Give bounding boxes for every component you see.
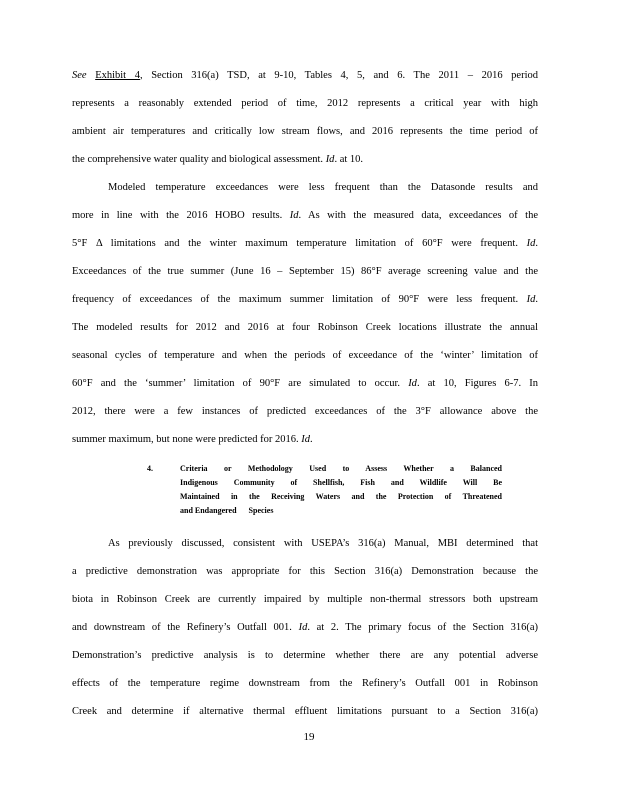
id-citation: Id — [526, 238, 536, 249]
body-text: . at 10, Figures 6-7. In — [416, 378, 539, 389]
body-line: a predictive demonstration was appropriate for this Section 316(a) Demonstration because the — [72, 566, 538, 577]
heading-text: and Endangered — [180, 506, 237, 515]
heading-text: Species — [248, 506, 274, 515]
body-line — [72, 370, 538, 398]
document-page — [72, 62, 538, 726]
id-citation: Id — [289, 210, 299, 221]
body-text: . at 2. The primary focus of the Section 316(a) — [307, 622, 538, 633]
body-line: Exceedances of the true summer (June 16 – September 15) 86°F average screening value and the — [72, 266, 538, 277]
body-text: . — [535, 238, 539, 249]
body-line: biota in Robinson Creek are currently impaired by multiple non-thermal stressors both upstream — [72, 594, 538, 605]
page-number: 19 — [303, 731, 315, 743]
body-text: . — [535, 294, 538, 305]
body-text: . — [309, 434, 313, 445]
body-text: and downstream of the Refinery’s Outfall 001. — [72, 622, 292, 633]
body-line: effects of the temperature regime downstream from the Refinery’s Outfall 001 in Robinson — [72, 678, 538, 689]
body-text: . As with the measured data, exceedances of the — [298, 210, 538, 221]
body-text: more in line with the 2016 HOBO results. — [72, 210, 283, 221]
body-line: Creek and determine if alternative thermal effluent limitations pursuant to a Section 316(a) — [72, 706, 538, 717]
heading-line: Maintained in the Receiving Waters and the Protection of Threatened — [180, 492, 502, 501]
citation-signal: See — [72, 70, 87, 81]
body-line: Modeled temperature exceedances were less frequent than the Datasonde results and — [108, 182, 538, 193]
id-citation: Id — [408, 378, 417, 389]
section-number: 4. — [147, 464, 153, 473]
heading-line: Criteria or Methodology Used to Assess Whether a Balanced — [180, 464, 502, 473]
body-line — [72, 62, 538, 90]
id-citation: Id — [298, 622, 308, 633]
heading-line: Indigenous Community of Shellfish, Fish and Wildlife Will Be — [180, 478, 502, 487]
body-line: Demonstration’s predictive analysis is to determine whether there are any potential adverse — [72, 650, 538, 661]
body-text: . at 10. — [334, 154, 364, 165]
id-citation: Id — [325, 154, 335, 165]
heading-line — [180, 504, 502, 518]
body-line — [72, 426, 538, 454]
body-line — [72, 614, 538, 642]
body-line — [72, 286, 538, 314]
exhibit-reference: Exhibit 4 — [95, 70, 140, 81]
body-text: , Section 316(a) TSD, at 9-10, Tables 4, 5, and 6. The 2011 – 2016 period — [139, 70, 538, 81]
body-line: The modeled results for 2012 and 2016 at four Robinson Creek locations illustrate the annual — [72, 322, 538, 333]
body-text: 60°F and the ‘summer’ limitation of 90°F are simulated to occur. — [72, 378, 400, 389]
body-line: As previously discussed, consistent with USEPA’s 316(a) Manual, MBI determined that — [108, 538, 538, 549]
body-text: 5°F Δ limitations and the winter maximum temperature limitation of 60°F were frequent. — [72, 238, 518, 249]
body-line — [72, 230, 538, 258]
body-text: the comprehensive water quality and biological assessment. — [72, 154, 324, 165]
body-line: represents a reasonably extended period of time, 2012 represents a critical year with high — [72, 98, 538, 109]
body-line — [72, 202, 538, 230]
section-heading-text — [180, 462, 502, 518]
body-line: 2012, there were a few instances of predicted exceedances of the 3°F allowance above the — [72, 406, 538, 417]
section-heading — [72, 462, 538, 518]
body-line: seasonal cycles of temperature and when the periods of exceedance of the ‘winter’ limitation of — [72, 350, 538, 361]
body-text: frequency of exceedances of the maximum summer limitation of 90°F were less frequent. — [72, 294, 519, 305]
id-citation: Id — [301, 434, 310, 445]
id-citation: Id — [526, 294, 536, 305]
body-text: summer maximum, but none were predicted for 2016. — [72, 434, 299, 445]
body-line: ambient air temperatures and critically low stream flows, and 2016 represents the time period of — [72, 126, 538, 137]
body-line — [72, 146, 538, 174]
